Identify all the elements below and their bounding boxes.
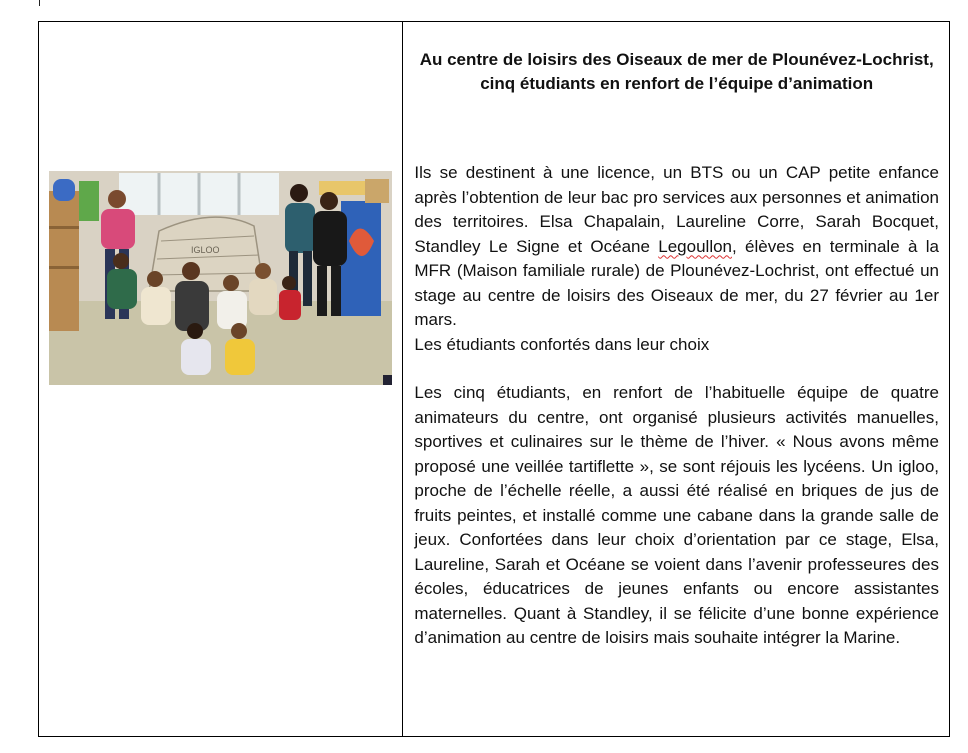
text-cell xyxy=(403,22,950,737)
spellcheck-flagged-word[interactable]: Legoullon xyxy=(658,236,733,256)
paragraph-1-text-a: Ils se destinent à une licence, un BTS ou un CAP petite enfance après l’obtention de leur bac pro services aux personnes et animation des territoires. Elsa Chapalain, Laureline Corre, Sarah Bocquet, Standley Le Signe et Océane xyxy=(414,163,939,256)
article-photo xyxy=(49,171,392,385)
paragraph-1-text-b: , élèves en terminale à la MFR (Maison familiale rurale) de Plounévez-Lochrist, ont effectué un stage au centre de loisirs des Oiseaux de mer, du 27 février au 1er mars. xyxy=(414,236,939,329)
article-subheading: Les étudiants confortés dans leur choix xyxy=(414,334,710,354)
document-table xyxy=(38,21,950,737)
article-paragraph-1 xyxy=(414,161,939,333)
article-headline: Au centre de loisirs des Oiseaux de mer de Plounévez-Lochrist, cinq étudiants en renfort de l’équipe d’animation xyxy=(419,50,934,93)
image-cell xyxy=(39,22,403,737)
article-paragraph-2: Les cinq étudiants, en renfort de l’habituelle équipe de quatre animateurs du centre, ont organisé plusieurs activités manuelles, sportives et culinaires sur le thème de l’hiver. « Nous avons même proposé une veillée tartiflette », se sont réjouis les lycéens. Un igloo, proche de l’échelle réelle, a aussi été réalisé en briques de jus de fruits peintes, et installé comme une cabane dans la grande salle de jeux. Confortées dans leur choix d’orientation par ce stage, Elsa, Laureline, Sarah et Océane se voient dans l’avenir professeures des écoles, éducatrices de jeunes enfants ou encore assistantes maternelles. Quant à Standley, il se félicite d’une bonne expérience d’animation au centre de loisirs mais souhaite intégrer la Marine. xyxy=(414,383,939,647)
igloo-label: IGLOO xyxy=(191,245,220,255)
text-cursor-mark xyxy=(39,0,40,6)
